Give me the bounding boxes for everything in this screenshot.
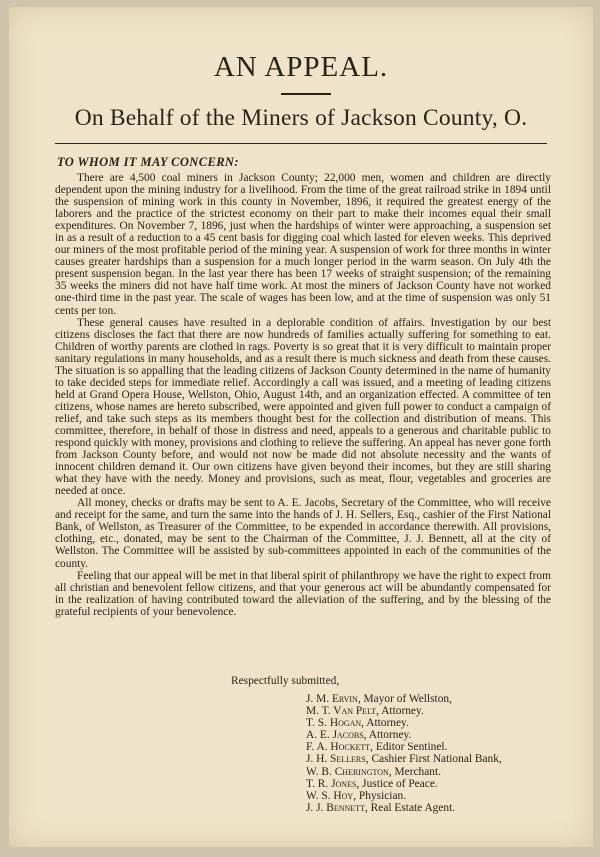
signer-name: J. M. Ervin, — [306, 693, 361, 705]
signer-row — [306, 766, 502, 778]
signer-row — [306, 802, 502, 814]
signer-row — [306, 717, 502, 729]
paragraph: There are 4,500 coal miners in Jackson County; 22,000 men, women and children are directly dependent upon the mining industry for a livelihood. From the time of the great railroad strike in 1894 until the suspension of mining work in this county in November, 1896, it required the greatest energy of the laborers and the practice of the strictest economy on their part to make their incomes equal their small expenditures. On November 7, 1896, just when the hardships of winter were approaching, a suspension set in as a result of a reduction to a 45 cent basis for digging coal which lasted for eleven weeks. This deprived our miners of the most profitable period of the mining year. A suspension of work for three months in winter causes greater hardships than a suspension for a much longer period in the warm season. On July 4th the present suspension began. In the last year there has been 17 weeks of straight suspension; of the remaining 35 weeks the miners did not have half time work. At most the miners of Jackson County have not worked one-third time in the past year. The scale of wages has been low, and at the time of suspension was only 51 cents per ton. — [55, 172, 551, 317]
signer-name: T. S. Hogan, — [306, 717, 365, 730]
title-divider — [281, 93, 331, 95]
paragraph: Feeling that our appeal will be met in that liberal spirit of philanthropy we have the right to expect from all christian and benevolent fellow citizens, and that your generous act will be abundantly compensated for in the realization of having contributed toward the alleviation of the suffering, and by the blessing of the grateful recipients of your benevolence. — [55, 569, 551, 618]
signer-role: Merchant. — [394, 765, 442, 778]
document-subtitle: On Behalf of the Miners of Jackson County, O. — [74, 105, 528, 131]
signer-role: Mayor of Wellston, — [363, 693, 452, 705]
signer-name: W. B. Cherington, — [306, 765, 392, 778]
signer-role: Editor Sentinel. — [375, 741, 448, 754]
closing-line: Respectfully submitted, — [231, 675, 340, 687]
signer-name: M. T. Van Pelt, — [306, 705, 379, 718]
document-page — [9, 7, 593, 847]
signer-name: T. R. Jones, — [306, 777, 360, 790]
signer-row — [306, 778, 502, 790]
signer-name: W. S. Hoy, — [306, 789, 357, 802]
paragraph: These general causes have resulted in a deplorable condition of affairs. Investigation by our best citizens discloses the fact that there are now hundreds of families actually suffering for something to eat. Children of worthy parents are clothed in rags. Poverty is so great that it is very difficult to maintain proper sanitary regulations in many households, and as a result there is much sickness and death from these causes. The situation is so appalling that the leading citizens of Jackson County determined in the name of humanity to take decided steps for immediate relief. Accordingly a call was issued, and a meeting of leading citizens held at Grand Opera House, Wellston, Ohio, August 14th, and an organization effected. A committee of ten citizens, whose names are hereto subscribed, were appointed and given full power to conduct a campaign of relief, and take such steps as its members thought best for the collection and distribution of means. This committee, therefore, in behalf of those in distress and need, appeals to a generous and charitable public to respond quickly with money, provisions and clothing to relieve the suffering. An appeal has never gone forth from Jackson County before, and would not now be made did not absolute necessity and the wants of innocent children demand it. Our own citizens have given beyond their incomes, but they are still sharing what they have with the needy. Money and provisions, such as meat, flour, vegetables and groceries are needed at once. — [55, 316, 551, 498]
signer-role: Cashier First National Bank, — [371, 753, 502, 766]
signer-name: F. A. Hockett, — [306, 741, 374, 754]
signer-row — [306, 741, 502, 753]
signer-role: Attorney. — [366, 717, 409, 730]
signer-name: J. J. Bennett, — [306, 801, 368, 814]
signer-role: Attorney. — [368, 729, 412, 742]
signer-row — [306, 790, 502, 802]
appeal-body — [55, 172, 551, 618]
signer-role: Physician. — [358, 789, 407, 802]
signer-row — [306, 729, 502, 741]
signer-role: Justice of Peace. — [362, 777, 438, 790]
subtitle-divider — [55, 143, 547, 144]
salutation: TO WHOM IT MAY CONCERN: — [57, 155, 239, 169]
signer-row — [306, 705, 502, 717]
signer-role: Attorney. — [381, 705, 424, 718]
signer-name: A. E. Jacobs, — [306, 729, 367, 742]
signer-row — [306, 693, 502, 705]
document-title: AN APPEAL. — [213, 51, 389, 83]
signer-name: J. H. Sellers, — [306, 753, 369, 766]
signature-list — [306, 693, 502, 814]
signer-row — [306, 753, 502, 765]
paragraph: All money, checks or drafts may be sent to A. E. Jacobs, Secretary of the Committee, who will receive and receipt for the same, and turn the same into the hands of J. H. Sellers, Esq., cashier of the First National Bank, of Wellston, as Treasurer of the Committee, to be expended in accordance therewith. All provisions, clothing, etc., donated, may be sent to the Chairman of the Committee, J. J. Bennett, all at the city of Wellston. The Committee will be assisted by sub-committees appointed in each of the communities of the county. — [55, 497, 551, 570]
signer-role: Real Estate Agent. — [370, 801, 456, 814]
